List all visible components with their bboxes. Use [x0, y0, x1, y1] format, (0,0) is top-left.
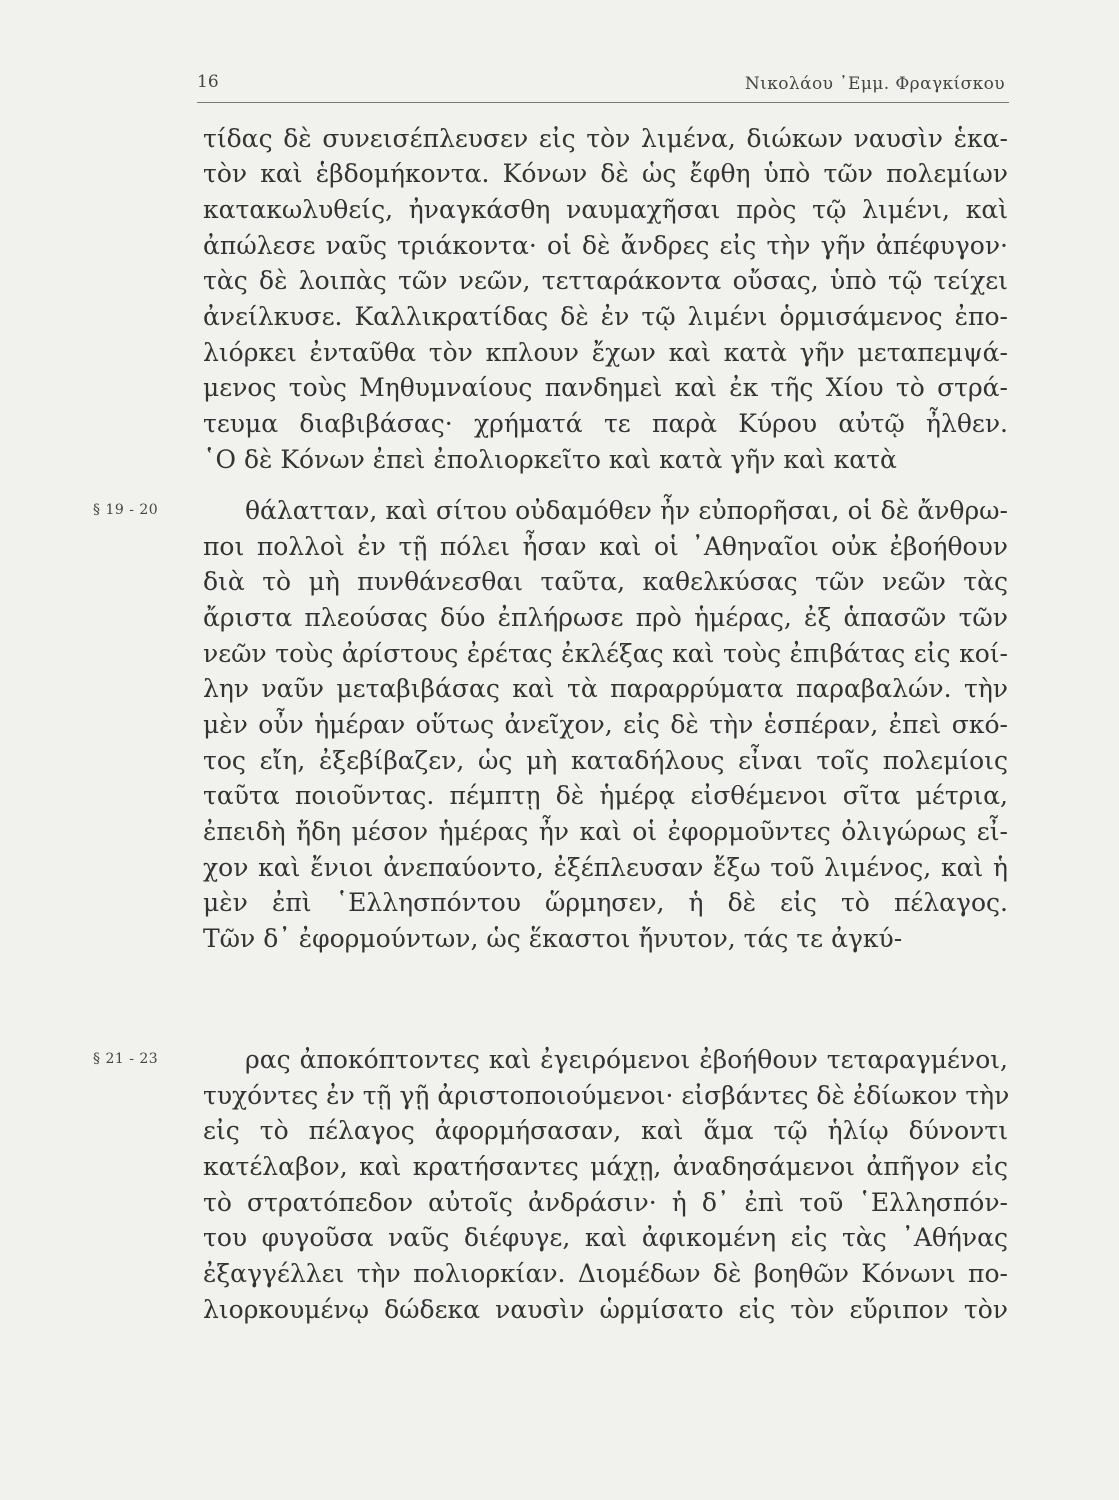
text-line: νεῶν τοὺς ἀρίστους ἐρέτας ἐκλέξας καὶ τοὺς ἐπιβάτας εἰς κοί-	[203, 639, 1008, 668]
text-line: τὸν καὶ ἑβδομήκοντα. Κόνων δὲ ὡς ἔφθη ὑπὸ τῶν πολεμίων	[203, 159, 1008, 188]
running-head: Νικολάου ᾿Εμμ. Φραγκίσκου	[744, 74, 1005, 94]
text-line: διὰ τὸ μὴ πυνθάνεσθαι ταῦτα, καθελκύσας τῶν νεῶν τὰς	[203, 567, 1008, 596]
text-line: λιόρκει ἐνταῦθα τὸν κπλουν ἔχων καὶ κατὰ γῆν μεταπεμψά-	[203, 338, 1008, 367]
text-line: κατακωλυθείς, ἠναγκάσθη ναυμαχῆσαι πρὸς τῷ λιμένι, καὶ	[203, 195, 1008, 224]
text-line: τίδας δὲ συνεισέπλευσεν εἰς τὸν λιμένα, διώκων ναυσὶν ἑκα-	[203, 124, 1008, 153]
text-line: λιορκουμένῳ δώδεκα ναυσὶν ὡρμίσατο εἰς τὸν εὔριπον τὸν	[203, 1295, 1008, 1324]
margin-note-section-21-23: § 21 - 23	[93, 1051, 159, 1067]
text-line: εἰς τὸ πέλαγος ἀφορμήσασαν, καὶ ἅμα τῷ ἡλίῳ δύνοντι	[203, 1116, 1008, 1145]
text-line: ποι πολλοὶ ἐν τῇ πόλει ἦσαν καὶ οἱ ᾿Αθηναῖοι οὐκ ἐβοήθουν	[203, 532, 1008, 561]
text-line: ρας ἀποκόπτοντες καὶ ἐγειρόμενοι ἐβοήθουν τεταραγμένοι,	[245, 1045, 1008, 1074]
text-line: ἐπειδὴ ἤδη μέσον ἡμέρας ἦν καὶ οἱ ἐφορμοῦντες ὀλιγώρως εἶ-	[203, 817, 1008, 846]
text-line: θάλατταν, καὶ σίτου οὐδαμόθεν ἦν εὐπορῆσαι, οἱ δὲ ἄνθρω-	[245, 496, 1008, 525]
text-line: τος εἴη, ἐξεβίβαζεν, ὡς μὴ καταδήλους εἶναι τοῖς πολεμίοις	[203, 746, 1008, 775]
text-line: τὸ στρατόπεδον αὐτοῖς ἀνδράσιν· ἡ δ᾿ ἐπὶ τοῦ ῾Ελλησπόν-	[203, 1188, 1008, 1217]
text-line: ταῦτα ποιοῦντας. πέμπτῃ δὲ ἡμέρᾳ εἰσθέμενοι σῖτα μέτρια,	[203, 781, 1008, 810]
text-line: μὲν ἐπὶ ῾Ελλησπόντου ὥρμησεν, ἡ δὲ εἰς τὸ πέλαγος.	[203, 888, 1008, 917]
text-line: μενος τοὺς Μηθυμναίους πανδημεὶ καὶ ἐκ τῆς Χίου τὸ στρά-	[203, 373, 1008, 402]
text-line: ἄριστα πλεούσας δύο ἐπλήρωσε πρὸ ἡμέρας, ἐξ ἁπασῶν τῶν	[203, 603, 1008, 632]
text-line: λην ναῦν μεταβιβάσας καὶ τὰ παραρρύματα παραβαλών. τὴν	[203, 674, 1008, 703]
text-line: κατέλαβον, καὶ κρατήσαντες μάχῃ, ἀναδησάμενοι ἀπῆγον εἰς	[203, 1152, 1008, 1181]
text-line: ἀπώλεσε ναῦς τριάκοντα· οἱ δὲ ἄνδρες εἰς τὴν γῆν ἀπέφυγον·	[203, 231, 1008, 260]
text-line: ἐξαγγέλλει τὴν πολιορκίαν. Διομέδων δὲ βοηθῶν Κόνωνι πο-	[203, 1259, 1008, 1288]
page-number: 16	[197, 72, 219, 92]
text-line: ῾Ο δὲ Κόνων ἐπεὶ ἐπολιορκεῖτο καὶ κατὰ γῆν καὶ κατὰ	[203, 445, 897, 474]
text-line: του φυγοῦσα ναῦς διέφυγε, καὶ ἀφικομένη εἰς τὰς ᾿Αθήνας	[203, 1223, 1008, 1252]
text-line: τευμα διαβιβάσας· χρήματά τε παρὰ Κύρου αὐτῷ ἦλθεν.	[203, 409, 1008, 438]
text-line: ἀνείλκυσε. Καλλικρατίδας δὲ ἐν τῷ λιμένι ὁρμισάμενος ἐπο-	[203, 302, 1008, 331]
page-header	[197, 72, 1009, 103]
text-line: Τῶν δ᾿ ἐφορμούντων, ὡς ἕκαστοι ἤνυτον, τάς τε ἀγκύ-	[203, 924, 903, 953]
text-line: τυχόντες ἐν τῇ γῇ ἀριστοποιούμενοι· εἰσβάντες δὲ ἐδίωκον τὴν	[203, 1081, 1010, 1110]
text-line: μὲν οὖν ἡμέραν οὕτως ἀνεῖχον, εἰς δὲ τὴν ἑσπέραν, ἐπεὶ σκό-	[203, 710, 1008, 739]
text-line: χον καὶ ἔνιοι ἀνεπαύοντο, ἐξέπλευσαν ἔξω τοῦ λιμένος, καὶ ἡ	[203, 853, 1008, 882]
margin-note-section-19-20: § 19 - 20	[93, 502, 159, 518]
text-line: τὰς δὲ λοιπὰς τῶν νεῶν, τετταράκοντα οὔσας, ὑπὸ τῷ τείχει	[203, 266, 1008, 295]
